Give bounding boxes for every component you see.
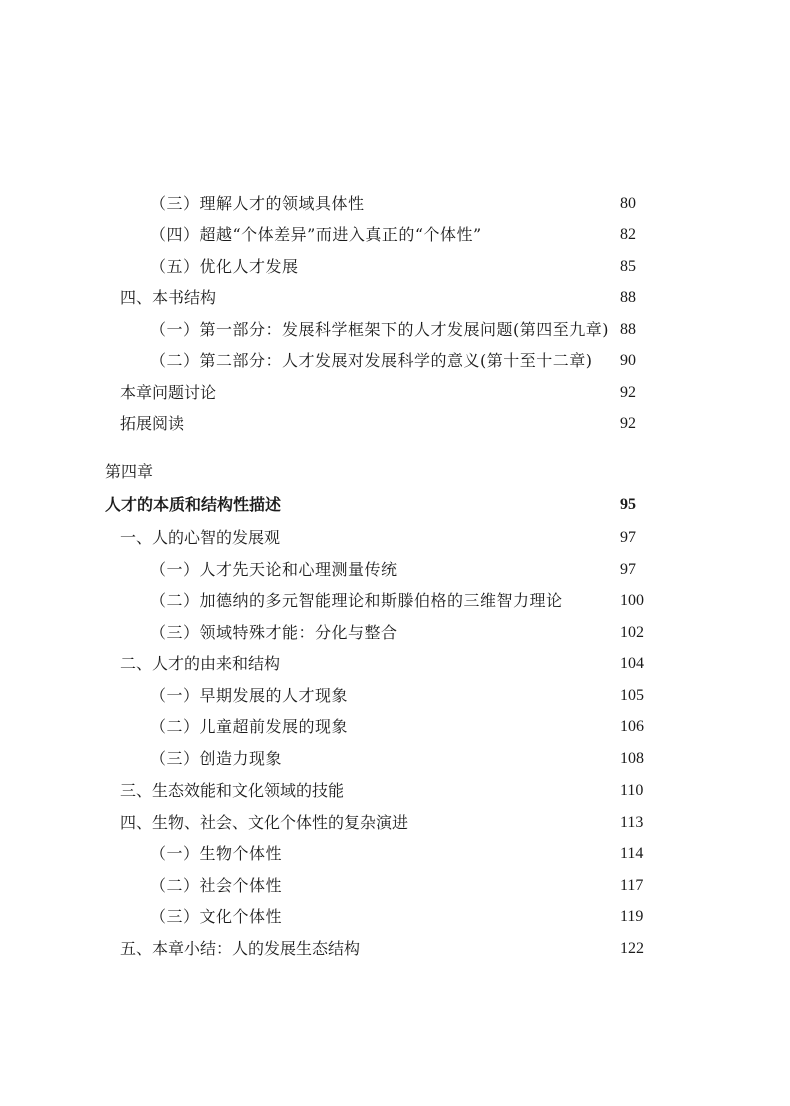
toc-entry-page: 100 bbox=[620, 592, 644, 609]
toc-entry-page: 92 bbox=[620, 415, 636, 432]
toc-entry-title: （一）生物个体性 bbox=[150, 844, 283, 863]
toc-entry-title: 本章问题讨论 bbox=[120, 383, 217, 402]
toc-entry bbox=[0, 652, 790, 676]
toc-entry-page: 85 bbox=[620, 258, 636, 275]
toc-entry-page: 106 bbox=[620, 718, 644, 735]
toc-entry-title: 二、人才的由来和结构 bbox=[120, 654, 281, 673]
toc-entry-title: 四、本书结构 bbox=[120, 288, 217, 307]
toc-entry-title: （五）优化人才发展 bbox=[150, 257, 299, 276]
toc-entry bbox=[0, 811, 790, 835]
toc-entry-page: 92 bbox=[620, 384, 636, 401]
toc-entry-page: 97 bbox=[620, 561, 636, 578]
toc-entry-page: 97 bbox=[620, 529, 636, 546]
toc-entry-page: 119 bbox=[620, 908, 644, 925]
toc-entry bbox=[0, 779, 790, 803]
toc-entry-title: 四、生物、社会、文化个体性的复杂演进 bbox=[120, 813, 409, 832]
toc-entry bbox=[0, 715, 790, 739]
toc-entry bbox=[0, 558, 790, 582]
toc-entry-title: （二）第二部分：人才发展对发展科学的意义(第十至十二章) bbox=[150, 351, 593, 370]
toc-entry-title: （一）早期发展的人才现象 bbox=[150, 686, 349, 705]
toc-entry-page: 82 bbox=[620, 226, 636, 243]
toc-entry-page: 122 bbox=[620, 940, 644, 957]
toc-entry-title: （三）文化个体性 bbox=[150, 907, 283, 926]
toc-entry-page: 105 bbox=[620, 687, 644, 704]
toc-entry-title: 一、人的心智的发展观 bbox=[120, 528, 281, 547]
chapter-title: 人才的本质和结构性描述 bbox=[105, 495, 282, 514]
toc-entry-title: （一）第一部分：发展科学框架下的人才发展问题(第四至九章) bbox=[150, 320, 609, 339]
toc-entry-page: 117 bbox=[620, 877, 644, 894]
toc-entry-title: （三）理解人才的领域具体性 bbox=[150, 194, 365, 213]
toc-entry-title: （二）儿童超前发展的现象 bbox=[150, 717, 349, 736]
toc-entry-title: （四）超越“个体差异”而进入真正的“个体性” bbox=[150, 225, 482, 244]
toc-entry bbox=[0, 255, 790, 279]
chapter-title-entry bbox=[0, 493, 790, 517]
toc-entry bbox=[0, 412, 790, 436]
toc-entry bbox=[0, 589, 790, 613]
toc-entry-title: （二）加德纳的多元智能理论和斯滕伯格的三维智力理论 bbox=[150, 591, 563, 610]
toc-entry bbox=[0, 747, 790, 771]
toc-entry bbox=[0, 842, 790, 866]
toc-entry-page: 104 bbox=[620, 655, 644, 672]
toc-entry-title: 三、生态效能和文化领域的技能 bbox=[120, 781, 345, 800]
toc-entry bbox=[0, 192, 790, 216]
toc-entry bbox=[0, 621, 790, 645]
toc-entry-title: （三）领域特殊才能：分化与整合 bbox=[150, 623, 398, 642]
toc-entry-title: （一）人才先天论和心理测量传统 bbox=[150, 560, 398, 579]
toc-entry-page: 80 bbox=[620, 195, 636, 212]
toc-entry bbox=[0, 905, 790, 929]
chapter-number: 第四章 bbox=[105, 462, 154, 481]
toc-entry bbox=[0, 286, 790, 310]
toc-entry-title: 五、本章小结：人的发展生态结构 bbox=[120, 939, 361, 958]
toc-entry-title: （三）创造力现象 bbox=[150, 749, 283, 768]
toc-entry-title: 拓展阅读 bbox=[120, 414, 185, 433]
toc-entry bbox=[0, 937, 790, 961]
toc-entry-page: 90 bbox=[620, 352, 636, 369]
toc-entry-page: 88 bbox=[620, 289, 636, 306]
toc-entry-title: （二）社会个体性 bbox=[150, 876, 283, 895]
toc-entry-page: 102 bbox=[620, 624, 644, 641]
toc-entry bbox=[0, 349, 790, 373]
toc-entry bbox=[0, 381, 790, 405]
toc-entry-page: 108 bbox=[620, 750, 644, 767]
toc-entry bbox=[0, 223, 790, 247]
toc-entry bbox=[0, 526, 790, 550]
toc-entry-page: 110 bbox=[620, 782, 644, 799]
toc-entry-page: 114 bbox=[620, 845, 644, 862]
toc-entry bbox=[0, 318, 790, 342]
toc-entry bbox=[0, 684, 790, 708]
toc-entry-page: 88 bbox=[620, 321, 636, 338]
toc-entry-page: 113 bbox=[620, 814, 644, 831]
chapter-heading bbox=[0, 460, 790, 484]
toc-entry bbox=[0, 874, 790, 898]
toc-entry-page: 95 bbox=[620, 496, 636, 513]
